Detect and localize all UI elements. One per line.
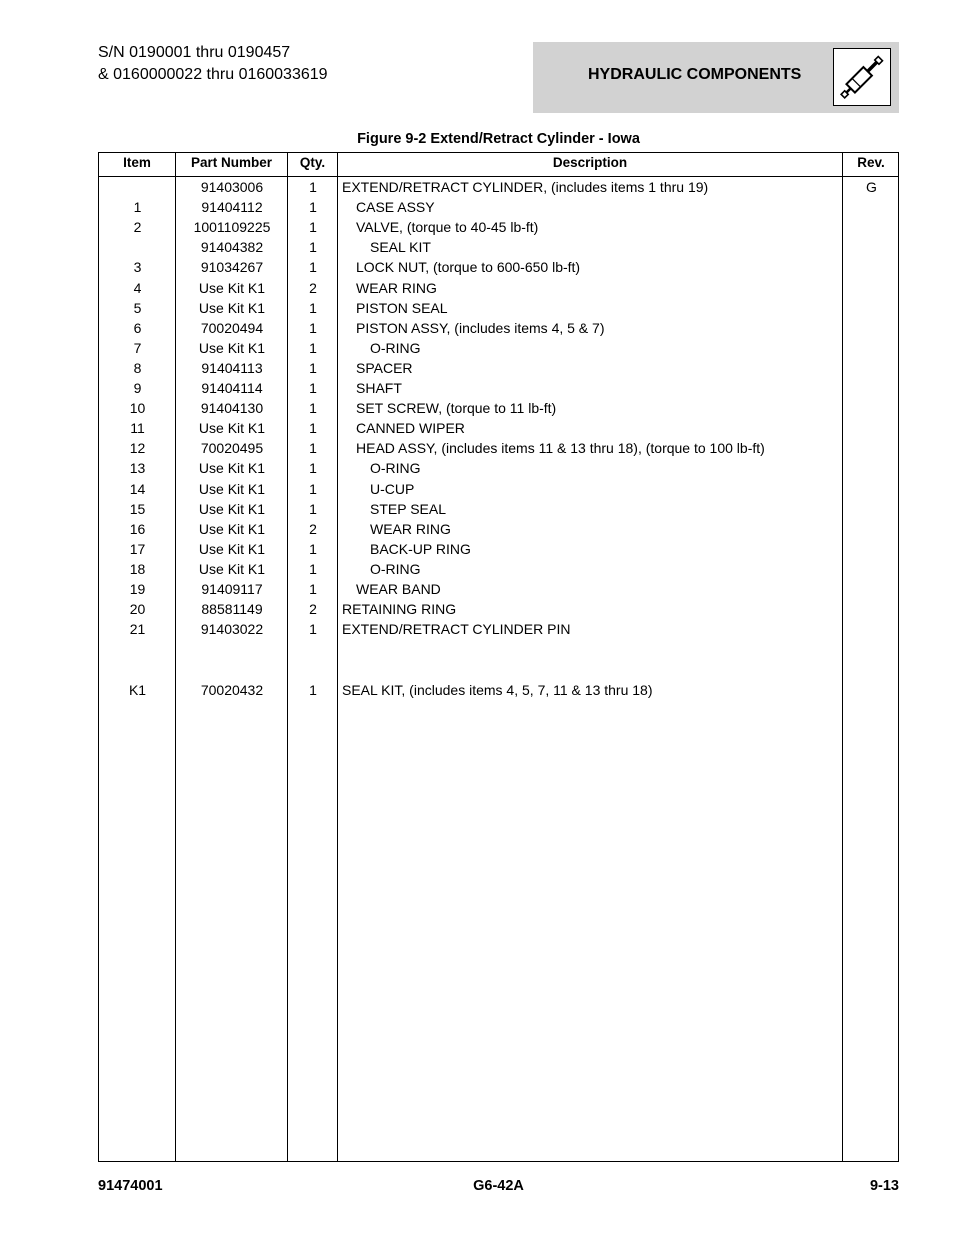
- part-number-cell: Use Kit K1: [198, 279, 266, 296]
- description-cell: SET SCREW, (torque to 11 lb-ft): [356, 400, 557, 417]
- part-number-cell: 70020432: [200, 681, 264, 698]
- table-row: [99, 418, 898, 438]
- qty-cell: 1: [309, 319, 317, 336]
- description-cell: BACK-UP RING: [370, 540, 471, 557]
- description-cell: RETAINING RING: [342, 601, 457, 618]
- description-cell: CASE ASSY: [356, 199, 435, 216]
- part-number-cell: 91403006: [200, 179, 264, 195]
- description-cell: SEAL KIT: [370, 239, 431, 256]
- qty-cell: 1: [309, 540, 317, 557]
- table-row: [99, 479, 898, 499]
- column-header-part-number: Part Number: [190, 155, 273, 170]
- description-cell: PISTON SEAL: [356, 299, 448, 316]
- section-title: HYDRAULIC COMPONENTS: [588, 66, 802, 83]
- table-row: [99, 257, 898, 277]
- description-cell: EXTEND/RETRACT CYLINDER PIN: [342, 621, 571, 638]
- table-row: [99, 378, 898, 398]
- item-cell: 6: [133, 319, 142, 336]
- table-row: [99, 458, 898, 478]
- item-cell: 17: [129, 540, 146, 557]
- table-row: [99, 619, 898, 639]
- qty-cell: 1: [309, 199, 317, 216]
- qty-cell: 1: [309, 460, 317, 477]
- column-header-item: Item: [123, 155, 151, 170]
- description-cell: WEAR RING: [356, 279, 437, 296]
- part-number-cell: 1001109225: [193, 219, 271, 236]
- section-header: [533, 42, 899, 113]
- part-number-cell: Use Kit K1: [198, 420, 266, 437]
- description-cell: U-CUP: [370, 480, 415, 497]
- table-row: [99, 278, 898, 298]
- item-cell: 5: [133, 299, 142, 316]
- qty-cell: 1: [309, 480, 317, 497]
- part-number-cell: Use Kit K1: [198, 500, 266, 517]
- description-cell: O-RING: [370, 560, 421, 577]
- table-row: [99, 177, 898, 197]
- qty-cell: 2: [309, 279, 317, 296]
- qty-cell: 1: [309, 440, 317, 457]
- footer-model: G6-42A: [473, 1178, 524, 1194]
- item-cell: 3: [133, 259, 142, 276]
- parts-table: [98, 152, 899, 1162]
- item-cell: 14: [129, 480, 146, 497]
- description-cell: PISTON ASSY, (includes items 4, 5 & 7): [356, 319, 605, 336]
- table-row: [99, 539, 898, 559]
- description-cell: LOCK NUT, (torque to 600-650 lb-ft): [356, 259, 581, 276]
- part-number-cell: Use Kit K1: [198, 460, 266, 477]
- qty-cell: 1: [309, 239, 317, 256]
- table-row: [99, 197, 898, 217]
- part-number-cell: 70020494: [200, 319, 264, 336]
- description-cell: WEAR RING: [370, 520, 451, 537]
- serial-line-2: & 0160000022 thru 0160033619: [98, 66, 328, 83]
- qty-cell: 1: [309, 581, 317, 597]
- description-cell: CANNED WIPER: [356, 420, 465, 437]
- table-row: [99, 398, 898, 418]
- item-cell: 9: [133, 380, 142, 396]
- rev-cell: G: [866, 179, 877, 195]
- part-number-cell: 70020495: [200, 440, 264, 457]
- part-number-cell: 91404382: [200, 239, 264, 256]
- item-cell: 11: [130, 420, 145, 437]
- description-cell: SHAFT: [356, 380, 402, 396]
- table-row: [99, 298, 898, 318]
- part-number-cell: Use Kit K1: [198, 540, 266, 557]
- description-cell: WEAR BAND: [356, 581, 441, 597]
- item-cell: 19: [129, 581, 146, 597]
- column-header-description: Description: [552, 155, 628, 170]
- qty-cell: 1: [309, 339, 317, 356]
- table-row: [99, 680, 898, 700]
- qty-cell: 1: [309, 179, 317, 195]
- description-cell: SPACER: [356, 359, 413, 376]
- table-row: [99, 217, 898, 237]
- item-cell: 13: [129, 460, 146, 477]
- qty-cell: 1: [309, 560, 317, 577]
- qty-cell: 1: [309, 299, 317, 316]
- part-number-cell: 91404113: [201, 359, 263, 376]
- table-row: [99, 599, 898, 619]
- table-row: [99, 499, 898, 519]
- part-number-cell: 91403022: [200, 621, 264, 638]
- qty-cell: 1: [309, 420, 317, 437]
- description-cell: STEP SEAL: [370, 500, 447, 517]
- item-cell: 8: [133, 359, 142, 376]
- item-cell: K1: [128, 681, 147, 698]
- item-cell: 1: [133, 199, 142, 216]
- description-cell: O-RING: [370, 460, 421, 477]
- table-row: [99, 438, 898, 458]
- description-cell: VALVE, (torque to 40-45 lb-ft): [356, 219, 539, 236]
- qty-cell: 1: [309, 359, 317, 376]
- qty-cell: 1: [309, 500, 317, 517]
- description-cell: HEAD ASSY, (includes items 11 & 13 thru 18), (torque to 100 lb-ft): [356, 440, 765, 457]
- part-number-cell: Use Kit K1: [198, 299, 266, 316]
- column-header-qty: Qty.: [299, 155, 326, 170]
- description-cell: EXTEND/RETRACT CYLINDER, (includes items 1 thru 19): [342, 179, 709, 195]
- item-cell: 4: [133, 279, 142, 296]
- item-cell: 20: [129, 601, 146, 618]
- footer-page-number: 9-13: [869, 1178, 899, 1194]
- table-row: [99, 519, 898, 539]
- table-row: [99, 559, 898, 579]
- description-cell: SEAL KIT, (includes items 4, 5, 7, 11 & 13 thru 18): [342, 681, 653, 698]
- figure-title: Figure 9-2 Extend/Retract Cylinder - Iowa: [357, 131, 640, 147]
- table-row: [99, 579, 898, 599]
- part-number-cell: Use Kit K1: [198, 520, 266, 537]
- qty-cell: 1: [309, 681, 317, 698]
- part-number-cell: 88581149: [201, 601, 263, 618]
- part-number-cell: 91404112: [201, 199, 263, 216]
- hydraulic-cylinder-icon: [833, 48, 891, 106]
- item-cell: 21: [129, 621, 146, 638]
- item-cell: 12: [129, 440, 146, 457]
- table-row: [99, 237, 898, 257]
- item-cell: 2: [133, 219, 142, 236]
- qty-cell: 1: [309, 621, 317, 638]
- qty-cell: 1: [309, 380, 317, 396]
- item-cell: 15: [129, 500, 146, 517]
- qty-cell: 1: [309, 219, 317, 236]
- item-cell: 16: [129, 520, 146, 537]
- qty-cell: 2: [309, 520, 317, 537]
- part-number-cell: Use Kit K1: [198, 339, 266, 356]
- part-number-cell: 91034267: [200, 259, 264, 276]
- item-cell: 7: [133, 339, 142, 356]
- part-number-cell: Use Kit K1: [198, 560, 266, 577]
- qty-cell: 2: [309, 601, 317, 618]
- part-number-cell: 91404114: [201, 380, 263, 396]
- item-cell: 18: [129, 560, 146, 577]
- qty-cell: 1: [309, 400, 317, 417]
- table-row: [99, 358, 898, 378]
- part-number-cell: Use Kit K1: [198, 480, 266, 497]
- column-header-rev: Rev.: [857, 155, 885, 170]
- description-cell: O-RING: [370, 339, 421, 356]
- table-row: [99, 338, 898, 358]
- serial-line-1: S/N 0190001 thru 0190457: [98, 44, 291, 61]
- footer-doc-number: 91474001: [98, 1178, 163, 1194]
- item-cell: 10: [129, 400, 146, 417]
- serial-range: [98, 42, 328, 86]
- part-number-cell: 91409117: [201, 581, 263, 597]
- qty-cell: 1: [309, 259, 317, 276]
- part-number-cell: 91404130: [200, 400, 264, 417]
- table-row: [99, 318, 898, 338]
